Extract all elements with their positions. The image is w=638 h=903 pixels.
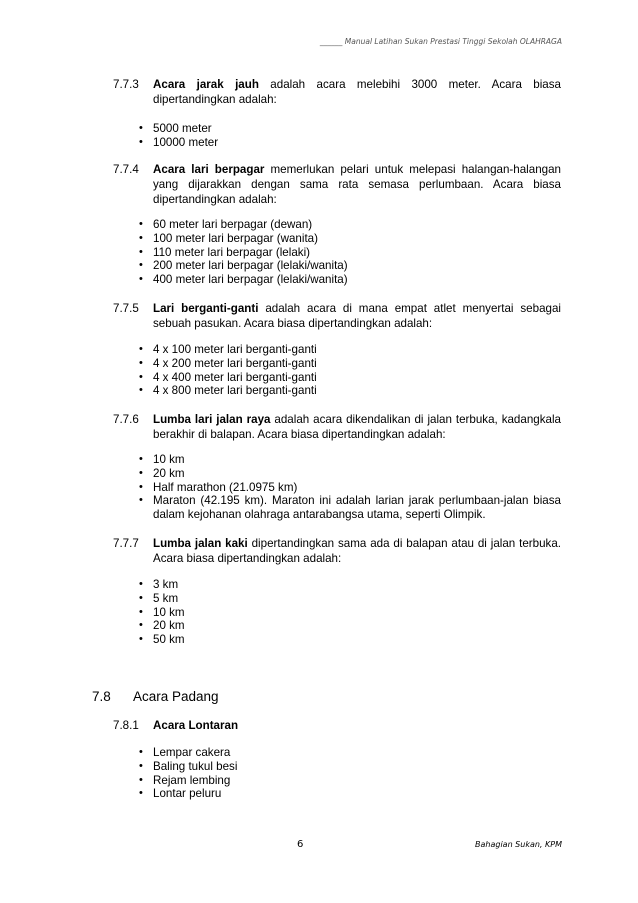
bullet-icon: •: [139, 746, 143, 758]
list-item-text: 20 km: [153, 466, 185, 480]
list-item-text: 4 x 200 meter lari berganti-ganti: [153, 356, 317, 370]
list-item: [139, 246, 561, 260]
subsection-paragraph: [153, 77, 561, 107]
paragraph-text: dipertandingkan sama ada di balapan atau di jalan terbuka. Acara biasa dipertandingkan adalah:: [153, 537, 561, 565]
bullet-list-7-7-6: [139, 453, 561, 522]
list-item-text: Rejam lembing: [153, 773, 231, 787]
list-item-text: Half marathon (21.0975 km): [153, 480, 298, 494]
bullet-icon: •: [139, 759, 143, 772]
term-bold: Acara Lontaran: [153, 719, 239, 732]
list-item-text: 10 km: [153, 605, 185, 619]
subsection-paragraph: [153, 536, 561, 566]
list-item-text: 100 meter lari berpagar (wanita): [153, 231, 318, 245]
list-item-text: Maraton (42.195 km). Maraton ini adalah larian jarak perlumbaan-jalan biasa dalam kejohanan olahraga antarabangsa utama, seperti Olimpik.: [153, 494, 561, 522]
subsection-number: 7.7.4: [113, 163, 139, 176]
list-item: [139, 592, 561, 606]
bullet-icon: •: [139, 245, 143, 258]
list-item-text: 10000 meter: [153, 135, 219, 149]
list-item: [139, 232, 561, 246]
section-heading-7-8: [92, 689, 219, 705]
list-item-text: 5 km: [153, 591, 179, 605]
list-item-text: 400 meter lari berpagar (lelaki/wanita): [153, 273, 348, 287]
subsection-7-7-7: [113, 536, 561, 566]
term-bold: Acara jarak jauh: [153, 78, 259, 91]
list-item: [139, 136, 561, 150]
footer-text: Bahagian Sukan, KPM: [475, 840, 562, 849]
list-item: [139, 384, 561, 398]
list-item: [139, 259, 561, 273]
paragraph-text: adalah acara melebihi 3000 meter. Acara biasa dipertandingkan adalah:: [153, 78, 561, 106]
term-bold: Lumba lari jalan raya: [153, 413, 271, 426]
bullet-icon: •: [139, 591, 143, 604]
list-item-text: Lempar cakera: [153, 746, 231, 759]
list-item-text: 4 x 100 meter lari berganti-ganti: [153, 343, 317, 356]
bullet-list-7-7-3: [139, 122, 561, 150]
list-item-text: 50 km: [153, 633, 185, 647]
bullet-icon: •: [139, 466, 143, 479]
list-item: [139, 453, 561, 467]
bullet-icon: •: [139, 273, 143, 286]
list-item: [139, 343, 561, 357]
list-item-text: 20 km: [153, 619, 185, 633]
paragraph-text: adalah acara dikendalikan di jalan terbuka, kadangkala berakhir di balapan. Acara biasa dipertandingkan adalah:: [153, 413, 561, 441]
term-bold: Lari berganti-ganti: [153, 302, 259, 315]
section-number: 7.8: [92, 689, 111, 704]
bullet-icon: •: [139, 605, 143, 618]
bullet-list-7-7-5: [139, 343, 561, 398]
bullet-icon: •: [139, 122, 143, 134]
list-item-text: 3 km: [153, 578, 179, 591]
list-item: [139, 633, 561, 647]
bullet-list-7-8-1: [139, 746, 561, 801]
bullet-icon: •: [139, 384, 143, 397]
bullet-icon: •: [139, 453, 143, 465]
bullet-icon: •: [139, 356, 143, 369]
list-item: [139, 371, 561, 385]
list-item-text: 60 meter lari berpagar (dewan): [153, 218, 313, 231]
list-item-text: 110 meter lari berpagar (lelaki): [153, 245, 311, 259]
bullet-icon: •: [139, 494, 143, 507]
page-number: 6: [297, 839, 304, 850]
bullet-icon: •: [139, 578, 143, 590]
bullet-list-7-7-7: [139, 578, 561, 647]
bullet-icon: •: [139, 135, 143, 148]
bullet-icon: •: [139, 773, 143, 786]
subsection-7-7-5: [113, 301, 561, 331]
bullet-icon: •: [139, 480, 143, 493]
list-item: [139, 774, 561, 788]
subsection-number: 7.8.1: [113, 719, 139, 732]
subsection-7-7-6: [113, 412, 561, 442]
list-item: [139, 494, 561, 522]
list-item: [139, 273, 561, 287]
bullet-icon: •: [139, 787, 143, 800]
subsection-paragraph: [153, 301, 561, 331]
list-item: [139, 467, 561, 481]
subsection-7-7-3: [113, 77, 561, 107]
bullet-icon: •: [139, 343, 143, 355]
subsection-number: 7.7.6: [113, 413, 139, 426]
list-item: [139, 357, 561, 371]
subsection-7-7-4: [113, 162, 561, 207]
list-item-text: 4 x 800 meter lari berganti-ganti: [153, 384, 317, 398]
list-item: [139, 122, 561, 136]
list-item-text: 10 km: [153, 453, 185, 466]
running-header: ______ Manual Latihan Sukan Prestasi Tinggi Sekolah OLAHRAGA: [319, 37, 562, 46]
bullet-icon: •: [139, 619, 143, 632]
list-item-text: Lontar peluru: [153, 787, 222, 801]
list-item-text: 5000 meter: [153, 122, 212, 135]
bullet-icon: •: [139, 218, 143, 230]
section-title: Acara Padang: [133, 689, 219, 704]
bullet-icon: •: [139, 231, 143, 244]
list-item: [139, 606, 561, 620]
list-item: [139, 218, 561, 232]
term-bold: Acara lari berpagar: [153, 163, 265, 176]
subsection-7-8-1: [113, 718, 561, 733]
subsection-paragraph: [153, 162, 561, 207]
subsection-number: 7.7.5: [113, 302, 139, 315]
bullet-icon: •: [139, 370, 143, 383]
list-item: [139, 481, 561, 495]
subsection-number: 7.7.3: [113, 78, 139, 91]
list-item-text: Baling tukul besi: [153, 759, 238, 773]
paragraph-text: memerlukan pelari untuk melepasi halangan-halangan yang dijarakkan dengan sama rata semasa perlumbaan. Acara biasa dipertandingkan adalah:: [153, 163, 561, 206]
list-item-text: 200 meter lari berpagar (lelaki/wanita): [153, 259, 348, 273]
list-item-text: 4 x 400 meter lari berganti-ganti: [153, 370, 317, 384]
list-item: [139, 746, 561, 760]
bullet-icon: •: [139, 633, 143, 646]
subsection-paragraph: [153, 718, 561, 733]
bullet-list-7-7-4: [139, 218, 561, 287]
list-item: [139, 619, 561, 633]
bullet-icon: •: [139, 259, 143, 272]
term-bold: Lumba jalan kaki: [153, 537, 248, 550]
list-item: [139, 760, 561, 774]
list-item: [139, 787, 561, 801]
subsection-paragraph: [153, 412, 561, 442]
subsection-number: 7.7.7: [113, 537, 139, 550]
paragraph-text: adalah acara di mana empat atlet menyertai sebagai sebuah pasukan. Acara biasa dipertandingkan adalah:: [153, 302, 561, 330]
list-item: [139, 578, 561, 592]
